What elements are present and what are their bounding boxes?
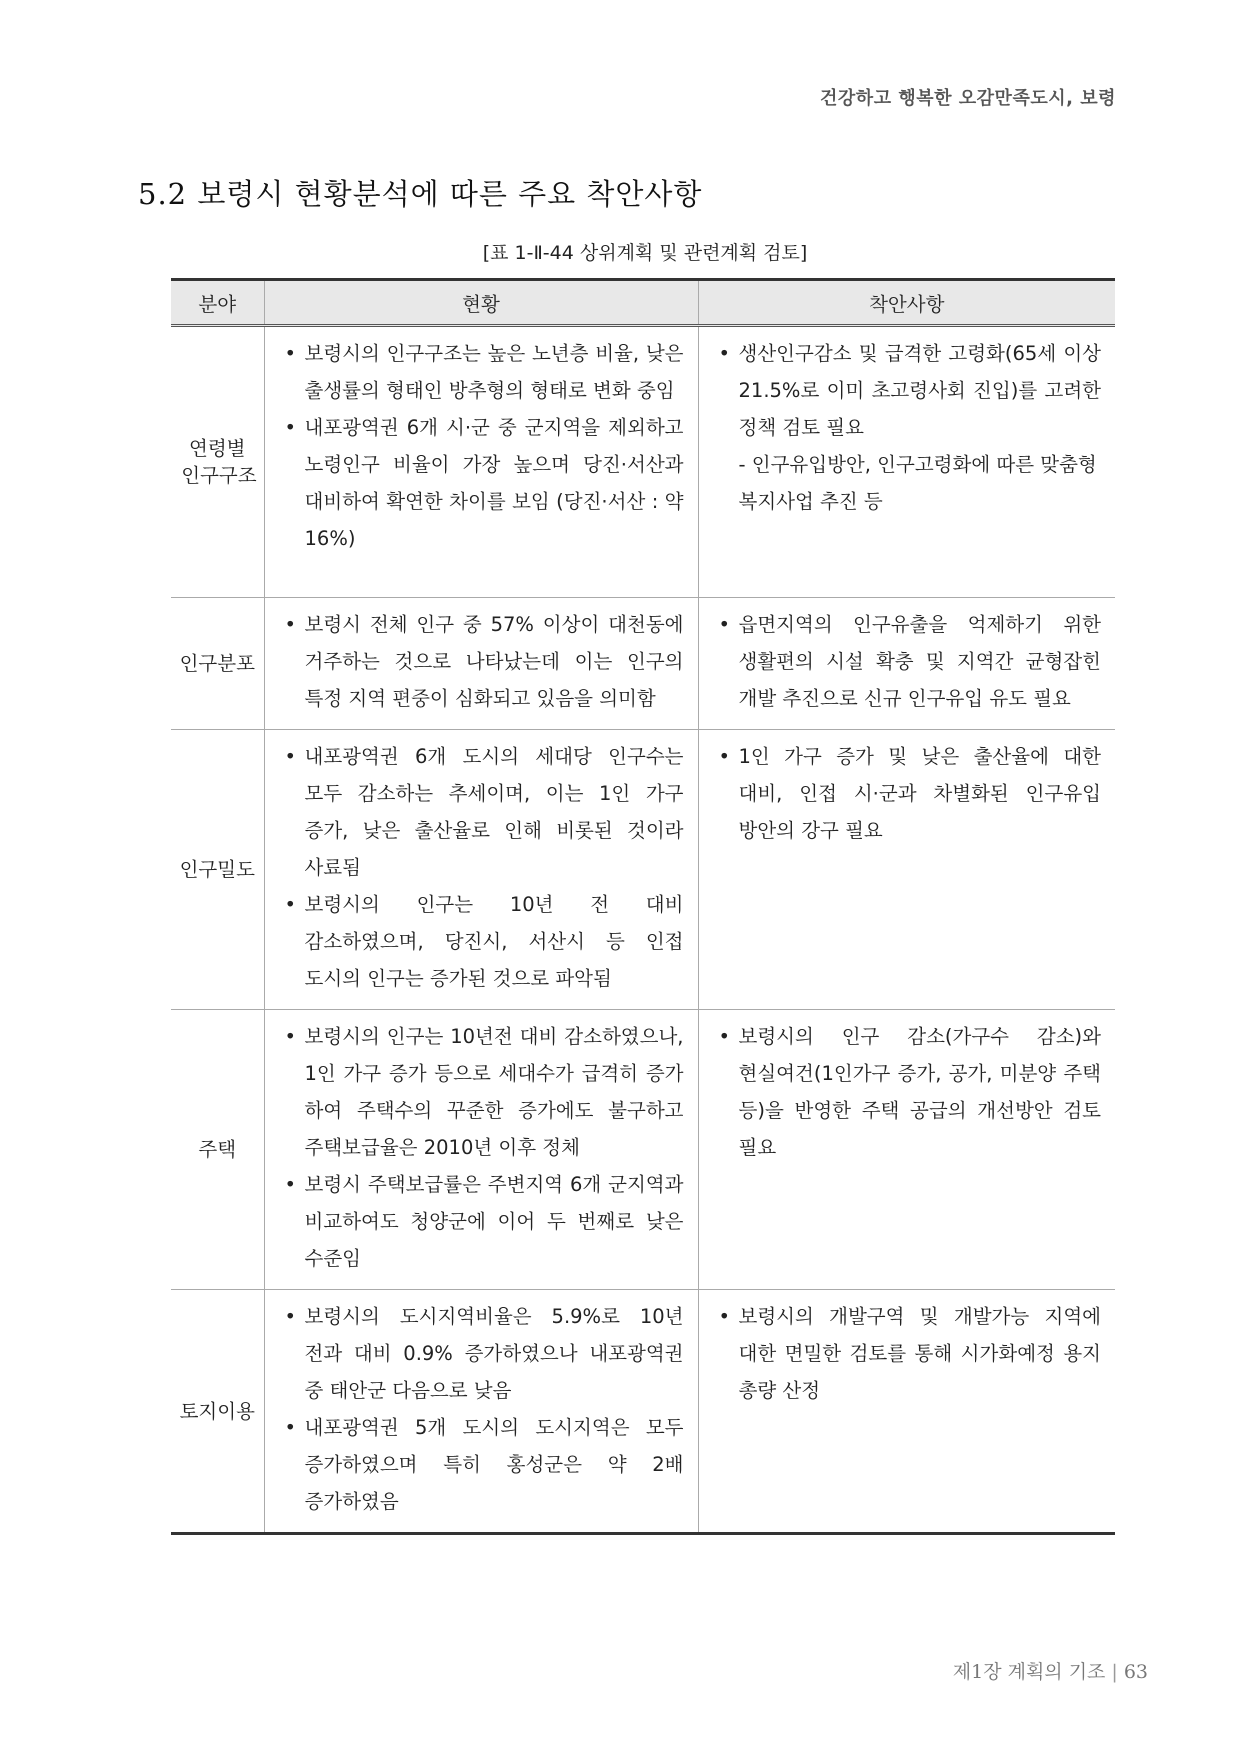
area-label: 주택 — [198, 1138, 237, 1161]
running-header: 건강하고 행복한 오감만족도시, 보령 — [820, 88, 1116, 109]
status-cell — [264, 1010, 698, 1290]
status-item: • 보령시 전체 인구 중 57% 이상이 대천동에 거주하는 것으로 나타났는데 이는 인구의 특정 지역 편중이 심화되고 있음을 의미함 — [281, 606, 684, 717]
status-cell — [264, 730, 698, 1010]
header-area: 분야 — [171, 280, 264, 326]
area-cell — [171, 598, 264, 730]
points-cell — [698, 598, 1115, 730]
table-row — [171, 1290, 1115, 1534]
table-caption: [표 1-Ⅱ-44 상위계획 및 관련계획 검토] — [482, 242, 808, 264]
footer-separator: | — [1111, 1661, 1118, 1683]
points-cell — [698, 1010, 1115, 1290]
area-cell — [171, 1290, 264, 1534]
status-item: • 보령시의 인구구조는 높은 노년층 비율, 낮은 출생률의 형태인 방추형의 형태로 변화 중임 — [281, 335, 684, 409]
status-cell — [264, 326, 698, 598]
points-item: • 1인 가구 증가 및 낮은 출산율에 대한 대비, 인접 시·군과 차별화된 인구유입 방안의 강구 필요 — [715, 738, 1102, 849]
area-label: 인구분포 — [179, 652, 255, 675]
table-row — [171, 326, 1115, 598]
status-cell — [264, 1290, 698, 1534]
page-number: 63 — [1123, 1661, 1148, 1683]
points-subitem: - 인구유입방안, 인구고령화에 따른 맞춤형 복지사업 추진 등 — [738, 453, 1097, 513]
status-item: • 보령시의 인구는 10년전 대비 감소하였으나, 1인 가구 증가 등으로 세대수가 급격히 증가 하여 주택수의 꾸준한 증가에도 불구하고 주택보급율은 2010년 이후 정체 — [281, 1018, 684, 1166]
status-item: • 내포광역권 6개 도시의 세대당 인구수는 모두 감소하는 추세이며, 이는 1인 가구 증가, 낮은 출산율로 인해 비롯된 것이라 사료됨 — [281, 738, 684, 886]
table-row — [171, 1010, 1115, 1290]
area-cell — [171, 1010, 264, 1290]
table-row — [171, 598, 1115, 730]
points-item: • 읍면지역의 인구유출을 억제하기 위한 생활편의 시설 확충 및 지역간 균형잡힌 개발 추진으로 신규 인구유입 유도 필요 — [715, 606, 1102, 717]
area-cell — [171, 326, 264, 598]
points-item: • 보령시의 인구 감소(가구수 감소)와 현실여건(1인가구 증가, 공가, 미분양 주택 등)을 반영한 주택 공급의 개선방안 검토 필요 — [715, 1018, 1102, 1166]
header-points: 착안사항 — [698, 280, 1115, 326]
status-item: • 내포광역권 6개 시·군 중 군지역을 제외하고 노령인구 비율이 가장 높으며 당진·서산과 대비하여 확연한 차이를 보임 (당진·서산 : 약 16%) — [281, 409, 684, 557]
points-item: • 보령시의 개발구역 및 개발가능 지역에 대한 면밀한 검토를 통해 시가화예정 용지 총량 산정 — [715, 1298, 1102, 1409]
status-cell — [264, 598, 698, 730]
area-cell — [171, 730, 264, 1010]
footer-chapter: 제1장 계획의 기조 — [952, 1661, 1106, 1683]
status-item: • 보령시의 인구는 10년 전 대비 감소하였으며, 당진시, 서산시 등 인접 도시의 인구는 증가된 것으로 파악됨 — [281, 886, 684, 997]
points-cell — [698, 730, 1115, 1010]
area-label: 인구밀도 — [179, 858, 255, 881]
area-label: 토지이용 — [179, 1399, 255, 1423]
page-footer — [953, 1657, 1148, 1684]
points-cell — [698, 1290, 1115, 1534]
section-title: 5.2 보령시 현황분석에 따른 주요 착안사항 — [138, 177, 703, 211]
status-item: • 보령시 주택보급률은 주변지역 6개 군지역과 비교하여도 청양군에 이어 두 번째로 낮은 수준임 — [281, 1166, 684, 1277]
status-item: • 보령시의 도시지역비율은 5.9%로 10년 전과 대비 0.9% 증가하였으나 내포광역권 중 태안군 다음으로 낮음 — [281, 1298, 684, 1409]
area-label: 연령별 인구구조 — [181, 437, 257, 487]
review-table — [171, 278, 1115, 1535]
points-item: • 생산인구감소 및 급격한 고령화(65세 이상 21.5%로 이미 초고령사회 진입)를 고려한 정책 검토 필요 — [715, 335, 1102, 446]
status-item: • 내포광역권 5개 도시의 도시지역은 모두 증가하였으며 특히 홍성군은 약 2배 증가하였음 — [281, 1409, 684, 1520]
points-cell — [698, 326, 1115, 598]
header-status: 현황 — [264, 280, 698, 326]
table-row — [171, 730, 1115, 1010]
table-header-row — [171, 280, 1115, 326]
